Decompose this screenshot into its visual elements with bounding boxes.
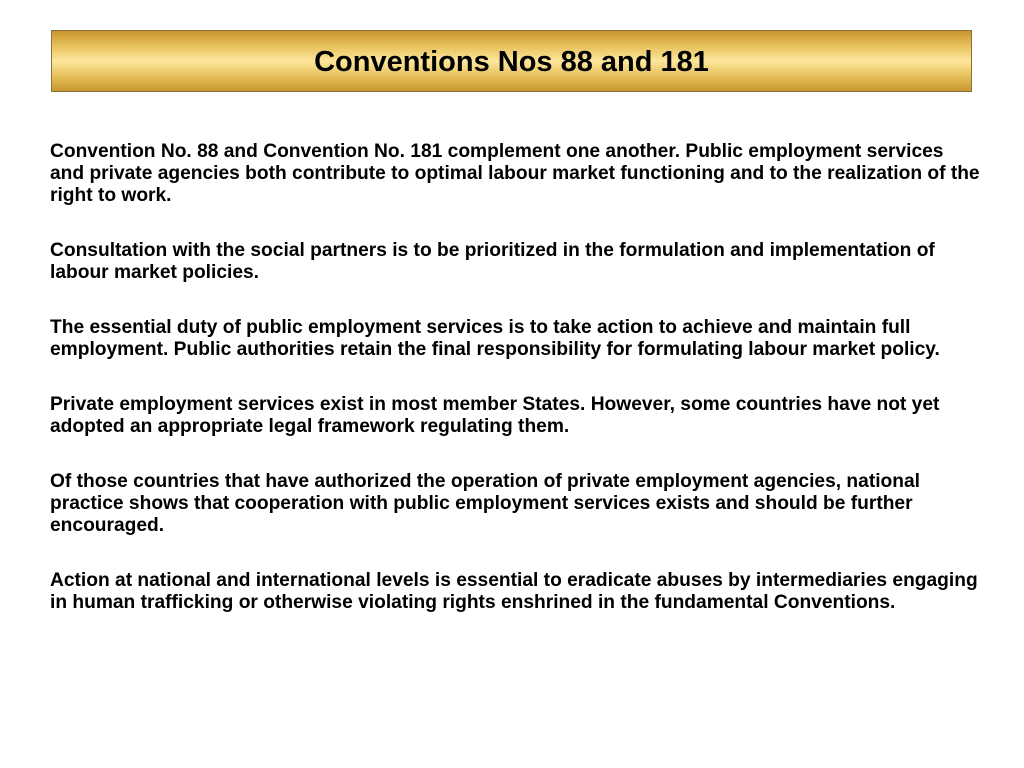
paragraph-1: Convention No. 88 and Convention No. 181 complement one another. Public employment services and private agencies both contribute to optimal labour market functioning and to the realization of the right to work. [50, 141, 980, 206]
slide-title: Conventions Nos 88 and 181 [314, 45, 709, 78]
paragraph-3: The essential duty of public employment services is to take action to achieve and maintain full employment. Public authorities retain the final responsibility for formulating labour market policy. [50, 317, 940, 360]
slide-body [50, 141, 980, 647]
title-banner [51, 30, 972, 92]
paragraph-5: Of those countries that have authorized the operation of private employment agencies, national practice shows that cooperation with public employment services exists and should be further encouraged. [50, 471, 920, 536]
paragraph-6: Action at national and international levels is essential to eradicate abuses by intermediaries engaging in human trafficking or otherwise violating rights enshrined in the fundamental Conventions. [50, 570, 978, 613]
paragraph-2: Consultation with the social partners is to be prioritized in the formulation and implementation of labour market policies. [50, 240, 935, 283]
paragraph-4: Private employment services exist in most member States. However, some countries have not yet adopted an appropriate legal framework regulating them. [50, 394, 940, 437]
